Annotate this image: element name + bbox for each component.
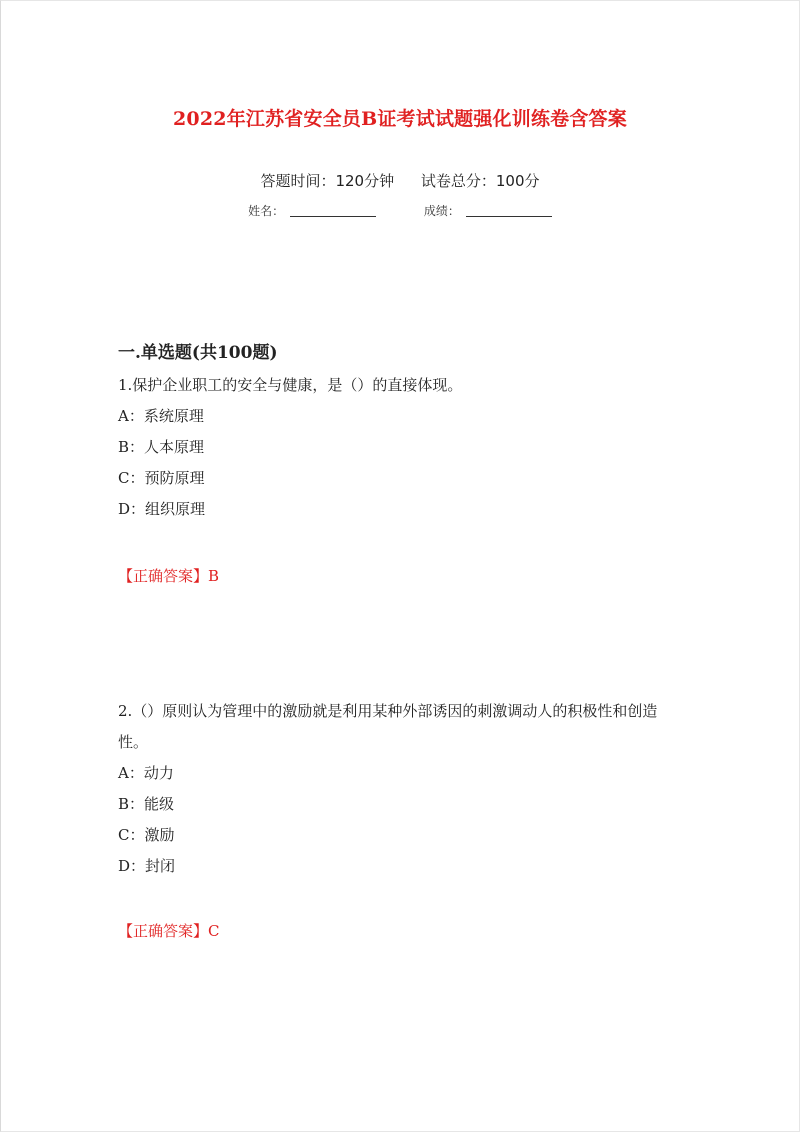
exam-time: 答题时间：120分钟 xyxy=(260,172,395,190)
question-2 xyxy=(118,696,686,882)
option-d: D：封闭 xyxy=(118,857,176,875)
option-c: C：预防原理 xyxy=(118,469,205,487)
correct-answer-1: 【正确答案】B xyxy=(118,567,220,585)
name-label: 姓名： xyxy=(248,204,285,218)
option-d: D：组织原理 xyxy=(118,500,206,518)
correct-answer-2: 【正确答案】C xyxy=(118,922,220,940)
option-b: B：能级 xyxy=(118,795,175,813)
name-blank xyxy=(290,204,376,217)
score-label: 成绩： xyxy=(423,204,460,218)
exam-meta xyxy=(0,170,800,191)
name-field xyxy=(248,202,376,219)
section-heading: 一.单选题(共100题) xyxy=(118,343,278,363)
option-b: B：人本原理 xyxy=(118,438,205,456)
total-score: 试卷总分：100分 xyxy=(420,172,540,190)
option-a: A：系统原理 xyxy=(118,407,204,425)
score-blank xyxy=(466,204,552,217)
score-field xyxy=(424,202,552,219)
option-c: C：激励 xyxy=(118,826,175,844)
question-1 xyxy=(118,370,698,525)
question-stem: 2.（）原则认为管理中的激励就是利用某种外部诱因的刺激调动人的积极性和创造性。 xyxy=(118,702,658,751)
option-a: A：动力 xyxy=(118,764,174,782)
question-stem: 1.保护企业职工的安全与健康，是（）的直接体现。 xyxy=(118,376,463,394)
student-info-row xyxy=(0,202,800,219)
document-title: 2022年江苏省安全员B证考试试题强化训练卷含答案 xyxy=(173,108,627,130)
